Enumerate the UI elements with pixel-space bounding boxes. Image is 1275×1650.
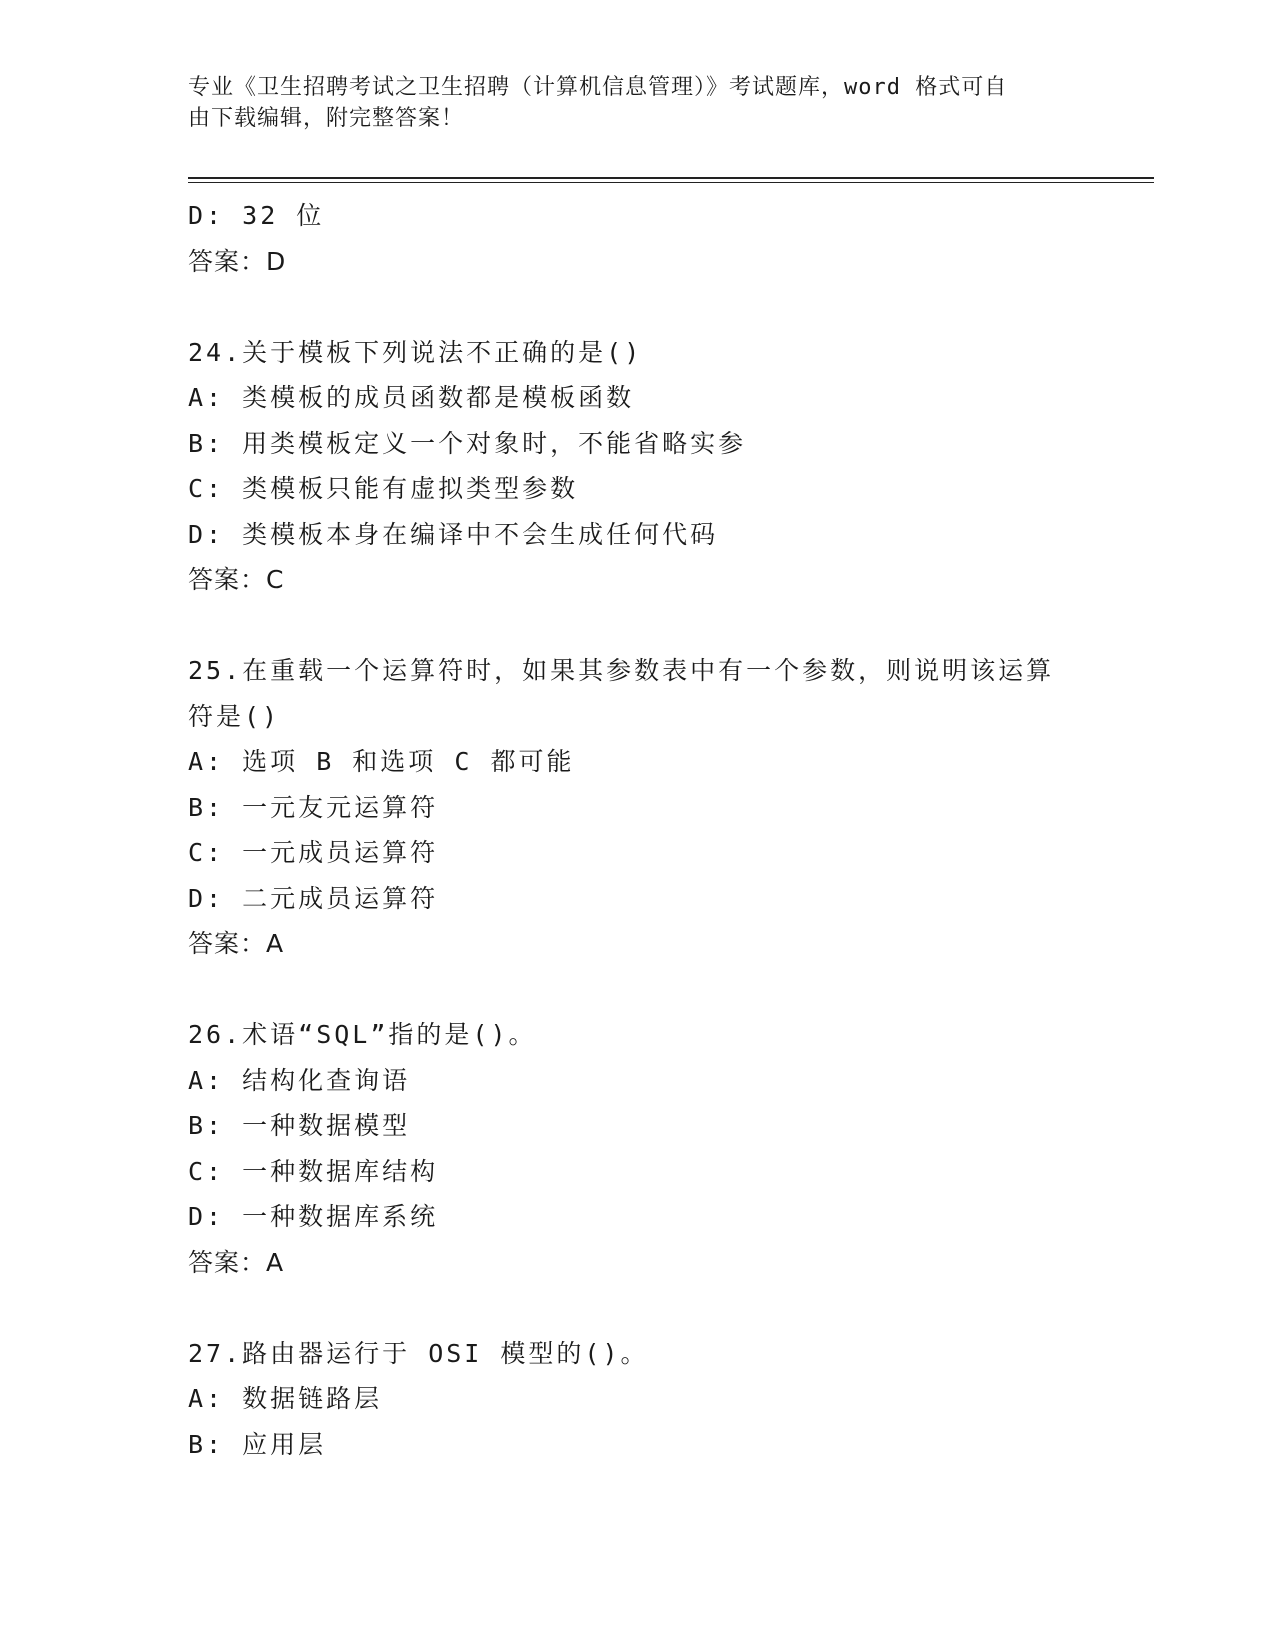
question-26 [188,1012,1088,1285]
question-stem: 27.路由器运行于 OSI 模型的()。 [188,1338,649,1368]
option-c: C: 一元成员运算符 [188,838,439,867]
option-b: B: 应用层 [188,1429,327,1459]
option-b: B: 一种数据模型 [188,1111,411,1140]
document-header [188,72,1068,134]
header-divider-thick [188,177,1154,179]
option-d: D: 二元成员运算符 [188,883,439,913]
option-d: D: 类模板本身在编译中不会生成任何代码 [188,519,719,549]
option-a: A: 选项 B 和选项 C 都可能 [188,747,575,776]
option-a: A: 结构化查询语 [188,1065,411,1095]
answer-line: 答案：D [188,246,287,276]
option-b: B: 用类模板定义一个对象时，不能省略实参 [188,428,747,458]
answer-line: 答案：A [188,1247,285,1277]
option-d: D: 32 位 [188,201,325,230]
option-c: C: 类模板只能有虚拟类型参数 [188,474,579,503]
question-stem: 24.关于模板下列说法不正确的是() [188,337,643,367]
previous-question-tail [188,193,1088,284]
option-c: C: 一种数据库结构 [188,1156,439,1186]
question-list [188,193,1088,1467]
spacer [188,603,1088,649]
answer-line: 答案：C [188,565,285,594]
question-stem-line-2: 符是() [188,701,281,731]
question-stem-line-1: 25.在重载一个运算符时，如果其参数表中有一个参数，则说明该运算 [188,656,1055,685]
header-divider-thin [188,182,1154,183]
option-a: A: 数据链路层 [188,1384,383,1413]
spacer [188,1285,1088,1331]
question-stem: 26.术语“SQL”指的是()。 [188,1020,537,1049]
header-line-1: 专业《卫生招聘考试之卫生招聘（计算机信息管理）》考试题库，word 格式可自 [188,75,1008,100]
header-line-2: 由下载编辑，附完整答案！ [188,106,465,131]
question-27 [188,1331,1088,1468]
question-24 [188,330,1088,603]
option-b: B: 一元友元运算符 [188,792,439,822]
option-a: A: 类模板的成员函数都是模板函数 [188,383,635,412]
spacer [188,967,1088,1013]
question-25 [188,648,1088,967]
spacer [188,284,1088,330]
answer-line: 答案：A [188,929,285,958]
option-d: D: 一种数据库系统 [188,1202,439,1231]
